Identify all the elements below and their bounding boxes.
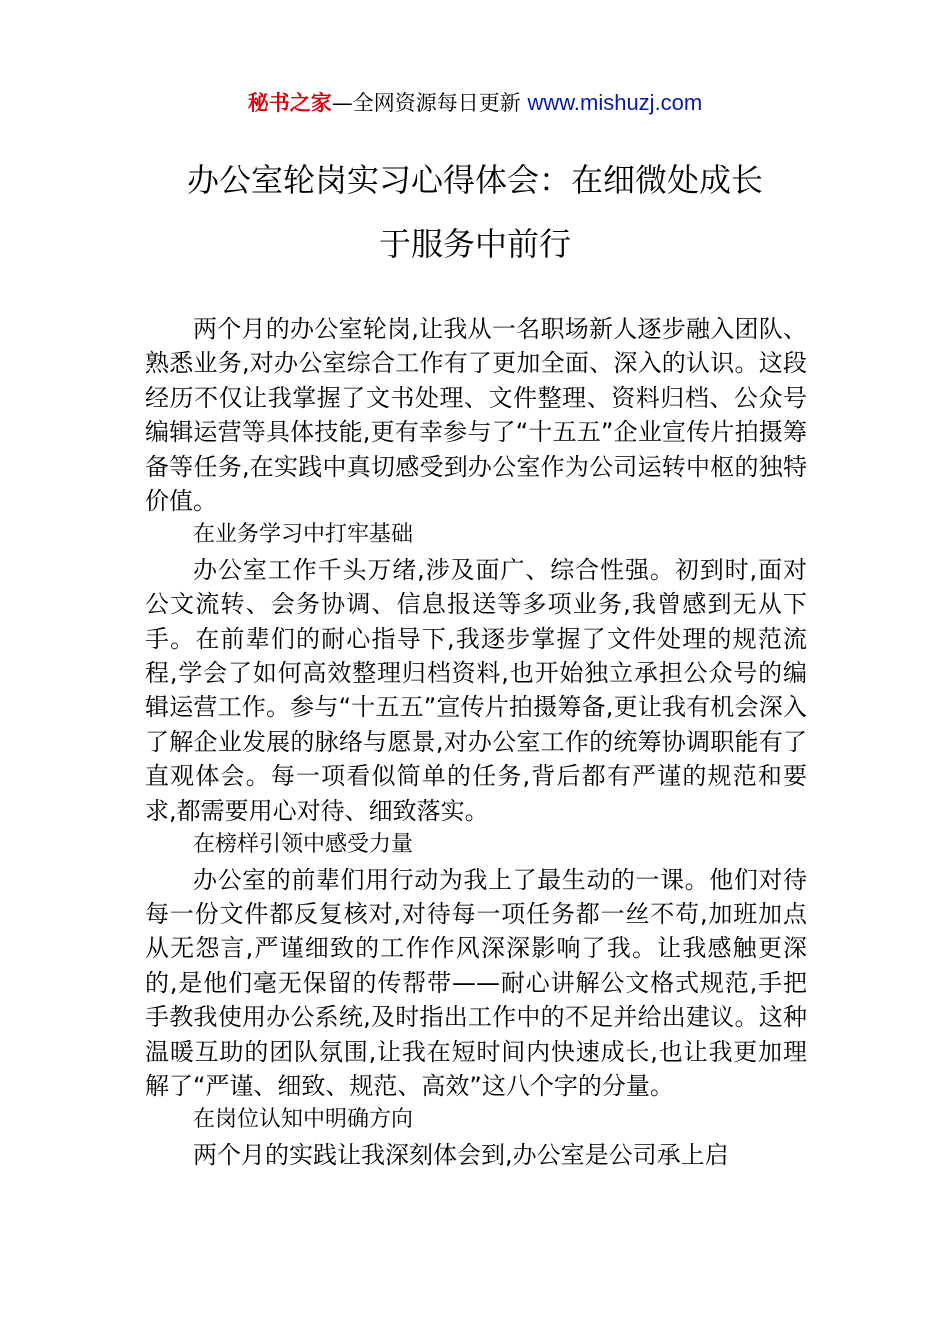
section-heading-3: 在岗位认知中明确方向 xyxy=(193,1107,414,1133)
site-name: 秘书之家 xyxy=(247,91,332,115)
site-header xyxy=(0,86,950,120)
document-title-line-2: 于服务中前行 xyxy=(378,225,571,263)
section-paragraph-3: 两个月的实践让我深刻体会到,办公室是公司承上启 xyxy=(193,1140,729,1169)
document-body xyxy=(145,312,807,1172)
site-tagline: —全网资源每日更新 xyxy=(331,91,521,115)
section-heading-1: 在业务学习中打牢基础 xyxy=(193,522,414,548)
section-paragraph-1: 办公室工作千头万绪,涉及面广、综合性强。初到时,面对公文流转、会务协调、信息报送等多项业务,我曾感到无从下手。在前辈们的耐心指导下,我逐步掌握了文件处理的规范流程,学会了如何高效整理归档资料,也开始独立承担公众号的编辑运营工作。参与“十五五”宣传片拍摄筹备,更让我有机会深入了解企业发展的脉络与愿景,对办公室工作的统筹协调职能有了直观体会。每一项看似简单的任务,背后都有严谨的规范和要求,都需要用心对待、细致落实。 xyxy=(145,555,807,825)
section-paragraph-2: 办公室的前辈们用行动为我上了最生动的一课。他们对待每一份文件都反复核对,对待每一项任务都一丝不苟,加班加点从无怨言,严谨细致的工作作风深深影响了我。让我感触更深的,是他们毫无保留的传帮带——耐心讲解公文格式规范,手把手教我使用办公系统,及时指出工作中的不足并给出建议。这种温暖互助的团队氛围,让我在短时间内快速成长,也让我更加理解了“严谨、细致、规范、高效”这八个字的分量。 xyxy=(145,865,807,1100)
document-title xyxy=(0,148,950,276)
site-url-link[interactable]: www.mishuzj.com xyxy=(527,90,703,115)
section-heading-2: 在榜样引领中感受力量 xyxy=(193,832,414,858)
intro-paragraph: 两个月的办公室轮岗,让我从一名职场新人逐步融入团队、熟悉业务,对办公室综合工作有了更加全面、深入的认识。这段经历不仅让我掌握了文书处理、文件整理、资料归档、公众号编辑运营等具体技能,更有幸参与了“十五五”企业宣传片拍摄筹备等任务,在实践中真切感受到办公室作为公司运转中枢的独特价值。 xyxy=(145,315,807,516)
document-title-line-1: 办公室轮岗实习心得体会：在细微处成长 xyxy=(186,161,763,199)
